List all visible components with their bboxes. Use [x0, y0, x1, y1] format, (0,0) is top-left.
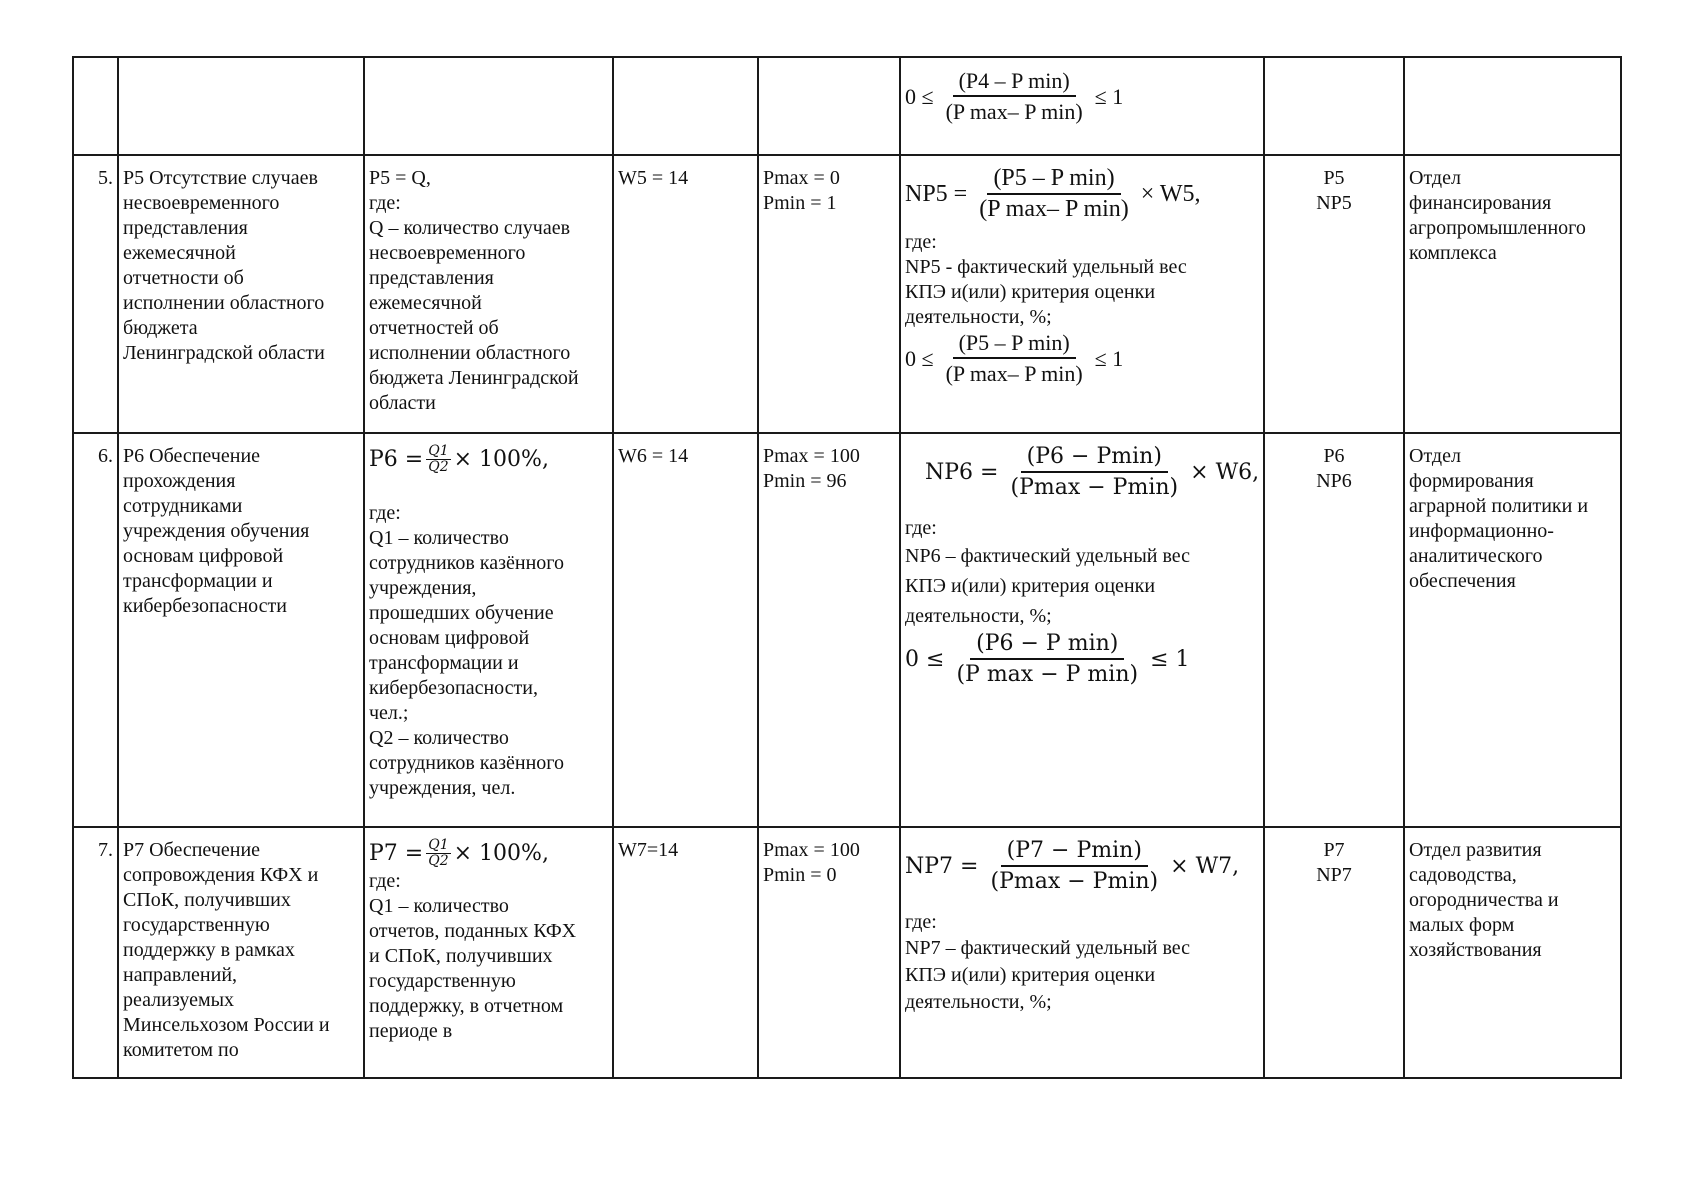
- main-formula: [905, 166, 1259, 222]
- cell-responsible: [1404, 433, 1621, 827]
- text-line: бюджета Ленинградской: [369, 367, 579, 389]
- text-line: прошедших обучение: [369, 602, 554, 624]
- text-line: основам цифровой: [369, 627, 530, 649]
- fraction-numerator: (P6 − P min): [970, 631, 1124, 660]
- cell-formula: [900, 57, 1264, 155]
- formula-left: P7 =: [369, 841, 424, 866]
- text-line: исполнении областного: [123, 292, 325, 314]
- fraction-denominator: (P max– P min): [945, 361, 1083, 386]
- text-line: и СПоК, получивших: [369, 945, 553, 967]
- formula-left: 0 ≤: [905, 646, 945, 672]
- main-formula: [905, 444, 1259, 500]
- text-line: сотрудниками: [123, 495, 243, 517]
- cell-calculation: [364, 433, 613, 827]
- text-line: сотрудников казённого: [369, 752, 564, 774]
- pmax-value: Pmax = 100: [763, 839, 860, 861]
- text-line: поддержку в рамках: [123, 939, 295, 961]
- cell-indicators: [1264, 827, 1404, 1078]
- formula-left: 0 ≤: [905, 345, 934, 371]
- formula-left: NP6 =: [925, 459, 999, 485]
- text-line: бюджета: [123, 317, 198, 339]
- where-label: где:: [905, 231, 937, 253]
- text-line: агропромышленного: [1409, 217, 1586, 239]
- percent-formula: [369, 444, 608, 475]
- text-line: КПЭ и(или) критерия оценки: [905, 575, 1156, 597]
- cell-weight: W7=14: [613, 827, 758, 1078]
- text-line: Q1 – количество: [369, 895, 509, 917]
- fraction: [950, 631, 1144, 687]
- percent-formula: [369, 838, 608, 869]
- text-line: несвоевременного: [369, 242, 526, 264]
- fraction-numerator: Q1: [428, 443, 449, 459]
- pmax-value: Pmax = 0: [763, 167, 840, 189]
- formula-right: × W6,: [1190, 459, 1260, 485]
- cell-formula: [900, 433, 1264, 827]
- cell-weight: [613, 57, 758, 155]
- range-formula: [905, 68, 1259, 124]
- formula-left: 0 ≤: [905, 83, 934, 109]
- cell-weight: W6 = 14: [613, 433, 758, 827]
- text-line: учреждения,: [369, 577, 477, 599]
- indicator-label: NP7: [1316, 864, 1352, 886]
- fraction-denominator: (Pmax − Pmin): [990, 869, 1159, 894]
- formula-right: ≤ 1: [1094, 345, 1124, 371]
- text-line: Ленинградской области: [123, 342, 325, 364]
- range-formula: [905, 631, 1259, 687]
- text-line: P5 = Q,: [369, 167, 431, 189]
- formula-right: ≤ 1: [1094, 83, 1124, 109]
- text-line: ежемесячной: [369, 292, 482, 314]
- text-line: P6 Обеспечение: [123, 445, 261, 467]
- indicator-label: P6: [1323, 445, 1345, 467]
- cell-responsible: [1404, 155, 1621, 433]
- cell-calculation: [364, 155, 613, 433]
- table-row-6: [73, 433, 1621, 827]
- text-line: трансформации и: [369, 652, 519, 674]
- fraction: [426, 838, 450, 869]
- text-line: отчетности об: [123, 267, 244, 289]
- indicator-label: P5: [1323, 167, 1345, 189]
- cell-name: [118, 827, 364, 1078]
- text-line: КПЭ и(или) критерия оценки: [905, 964, 1156, 986]
- text-line: учреждения, чел.: [369, 777, 516, 799]
- fraction-denominator: (P max– P min): [979, 196, 1129, 222]
- text-line: периоде в: [369, 1020, 453, 1042]
- cell-responsible: [1404, 827, 1621, 1078]
- formula-left: P6 =: [369, 447, 424, 472]
- cell-responsible: [1404, 57, 1621, 155]
- fraction-numerator: (P4 – P min): [953, 68, 1076, 97]
- text-line: Q2 – количество: [369, 727, 509, 749]
- cell-indicators: [1264, 433, 1404, 827]
- text-line: где:: [369, 502, 401, 524]
- text-line: финансирования: [1409, 192, 1552, 214]
- text-line: P7 Обеспечение: [123, 839, 261, 861]
- text-line: исполнении областного: [369, 342, 571, 364]
- text-line: деятельности, %;: [905, 605, 1052, 627]
- text-line: реализуемых: [123, 989, 235, 1011]
- fraction-denominator: Q2: [428, 853, 449, 869]
- cell-indicators: [1264, 57, 1404, 155]
- text-line: Минсельхозом России и: [123, 1014, 330, 1036]
- pmax-value: Pmax = 100: [763, 445, 860, 467]
- main-formula: [905, 838, 1259, 894]
- fraction-numerator: (P7 − Pmin): [1001, 838, 1148, 867]
- text-line: представления: [123, 217, 248, 239]
- text-line: Q1 – количество: [369, 527, 509, 549]
- text-line: поддержку, в отчетном: [369, 995, 564, 1017]
- text-line: государственную: [123, 914, 270, 936]
- text-line: комплекса: [1409, 242, 1497, 264]
- text-line: NP6 – фактический удельный вес: [905, 545, 1191, 567]
- fraction: [426, 444, 450, 475]
- text-line: направлений,: [123, 964, 238, 986]
- cell-calculation: [364, 57, 613, 155]
- text-line: аграрной политики и: [1409, 495, 1589, 517]
- cell-weight: W5 = 14: [613, 155, 758, 433]
- table-row-7: [73, 827, 1621, 1078]
- text-line: Отдел развития: [1409, 839, 1542, 861]
- where-label: где:: [905, 911, 937, 933]
- text-line: государственную: [369, 970, 516, 992]
- text-line: обеспечения: [1409, 570, 1516, 592]
- formula-right: × 100%,: [453, 447, 549, 472]
- cell-indicators: [1264, 155, 1404, 433]
- fraction-denominator: (P max − P min): [956, 662, 1139, 687]
- text-line: основам цифровой: [123, 545, 284, 567]
- text-line: представления: [369, 267, 494, 289]
- indicator-label: NP6: [1316, 470, 1352, 492]
- text-line: отчетностей об: [369, 317, 499, 339]
- text-line: хозяйствования: [1409, 939, 1542, 961]
- text-line: кибербезопасности,: [369, 677, 539, 699]
- formula-right: × W5,: [1140, 180, 1201, 207]
- text-line: сотрудников казённого: [369, 552, 564, 574]
- cell-calculation: [364, 827, 613, 1078]
- text-line: аналитического: [1409, 545, 1543, 567]
- cell-formula: [900, 827, 1264, 1078]
- text-line: NP5 - фактический удельный вес: [905, 256, 1187, 278]
- formula-right: ≤ 1: [1150, 646, 1190, 672]
- fraction-denominator: (P max– P min): [945, 99, 1083, 124]
- formula-left: NP5 =: [905, 180, 968, 207]
- row-number: 6.: [73, 433, 118, 827]
- text-line: где:: [369, 192, 401, 214]
- text-line: ежемесячной: [123, 242, 236, 264]
- text-line: чел.;: [369, 702, 409, 724]
- fraction: [940, 68, 1089, 124]
- text-line: области: [369, 392, 436, 414]
- text-line: кибербезопасности: [123, 595, 288, 617]
- fraction-denominator: Q2: [428, 459, 449, 475]
- text-line: Q – количество случаев: [369, 217, 571, 239]
- text-line: учреждения обучения: [123, 520, 310, 542]
- table-row-5: [73, 155, 1621, 433]
- text-line: огородничества и: [1409, 889, 1559, 911]
- text-line: комитетом по: [123, 1039, 239, 1061]
- text-line: где:: [369, 870, 401, 892]
- text-line: СПоК, получивших: [123, 889, 291, 911]
- cell-formula: [900, 155, 1264, 433]
- fraction-numerator: Q1: [428, 837, 449, 853]
- text-line: отчетов, поданных КФХ: [369, 920, 577, 942]
- indicator-label: NP5: [1316, 192, 1352, 214]
- fraction-numerator: (P6 − Pmin): [1021, 444, 1168, 473]
- text-line: трансформации и: [123, 570, 273, 592]
- cell-limits: [758, 155, 900, 433]
- fraction-denominator: (Pmax − Pmin): [1010, 475, 1179, 500]
- indicator-label: P7: [1323, 839, 1345, 861]
- row-number: 7.: [73, 827, 118, 1078]
- pmin-value: Pmin = 0: [763, 864, 837, 886]
- fraction: [973, 166, 1135, 222]
- text-line: Отдел: [1409, 445, 1461, 467]
- cell-limits: [758, 433, 900, 827]
- text-line: деятельности, %;: [905, 306, 1052, 328]
- text-line: прохождения: [123, 470, 236, 492]
- cell-number: [73, 57, 118, 155]
- table-row-continuation: [73, 57, 1621, 155]
- text-line: деятельности, %;: [905, 991, 1052, 1013]
- text-line: КПЭ и(или) критерия оценки: [905, 281, 1156, 303]
- where-label: где:: [905, 517, 937, 539]
- text-line: P5 Отсутствие случаев: [123, 167, 318, 189]
- text-line: сопровождения КФХ и: [123, 864, 319, 886]
- cell-name: [118, 57, 364, 155]
- pmin-value: Pmin = 1: [763, 192, 837, 214]
- cell-limits: [758, 827, 900, 1078]
- text-line: формирования: [1409, 470, 1534, 492]
- text-line: NP7 – фактический удельный вес: [905, 937, 1191, 959]
- fraction-numerator: (P5 – P min): [987, 166, 1120, 195]
- formula-left: NP7 =: [905, 853, 979, 879]
- text-line: садоводства,: [1409, 864, 1517, 886]
- pmin-value: Pmin = 96: [763, 470, 847, 492]
- fraction: [940, 330, 1089, 386]
- fraction: [1004, 444, 1184, 500]
- formula-right: × W7,: [1170, 853, 1240, 879]
- text-line: информационно-: [1409, 520, 1554, 542]
- kpi-table: [72, 56, 1622, 1079]
- cell-name: [118, 155, 364, 433]
- formula-right: × 100%,: [453, 841, 549, 866]
- cell-name: [118, 433, 364, 827]
- range-formula: [905, 330, 1259, 386]
- fraction: [984, 838, 1164, 894]
- text-line: несвоевременного: [123, 192, 280, 214]
- row-number: 5.: [73, 155, 118, 433]
- cell-limits: [758, 57, 900, 155]
- text-line: малых форм: [1409, 914, 1515, 936]
- fraction-numerator: (P5 – P min): [953, 330, 1076, 359]
- text-line: Отдел: [1409, 167, 1461, 189]
